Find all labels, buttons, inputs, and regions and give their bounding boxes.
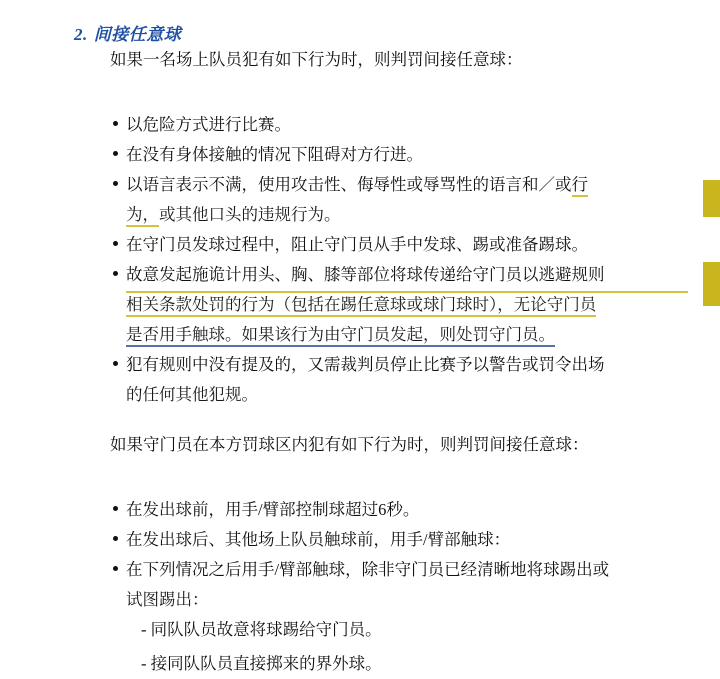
sub-list-item: - 接同队队员直接掷来的界外球。 — [141, 654, 382, 673]
list-item — [113, 230, 683, 260]
margin-highlight-mark — [703, 262, 720, 306]
list-item-line: 故意发起施诡计用头、胸、膝等部位将球传递给守门员以逃避规则 — [126, 260, 688, 293]
highlighted-text: 是否用手触球。如果该行为由守门员发起，则处罚守门员。 — [126, 325, 555, 347]
list-item-line-2 — [126, 200, 341, 230]
intro-paragraph-1: 如果一名场上队员犯有如下行为时，则判罚间接任意球： — [110, 50, 523, 69]
list-item-line: 在下列情况之后用手/臂部触球，除非守门员已经清晰地将球踢出或 — [126, 560, 610, 579]
bullet-dot-icon — [113, 271, 118, 276]
list-item — [113, 170, 683, 200]
bullet-dot-icon — [113, 361, 118, 366]
list-item-label: 在发出球后、其他场上队员触球前，用手/臂部触球： — [126, 530, 511, 549]
list-item — [113, 350, 688, 380]
highlighted-text: 为， — [126, 205, 159, 227]
bullet-dot-icon — [113, 566, 118, 571]
list-item — [113, 555, 688, 585]
highlighted-text: 相关条款处罚的行为（包括在踢任意球或球门球时），无论守门员 — [126, 295, 596, 317]
section-title: 间接任意球 — [93, 25, 182, 44]
bullet-dot-icon — [113, 181, 118, 186]
bullet-dot-icon — [113, 151, 118, 156]
list-item-line-rest: 或其他口头的违规行为。 — [159, 205, 341, 224]
intro-paragraph-2: 如果守门员在本方罚球区内犯有如下行为时，则判罚间接任意球： — [110, 435, 589, 454]
list-item — [113, 110, 673, 140]
bullet-dot-icon — [113, 241, 118, 246]
section-heading — [74, 20, 181, 45]
list-item-label: 在发出球前，用手/臂部控制球超过6秒。 — [126, 500, 420, 519]
list-item-line-2: 试图踢出： — [126, 590, 209, 609]
sub-list-item: - 同队队员故意将球踢给守门员。 — [141, 620, 382, 639]
list-item-label: 以危险方式进行比赛。 — [126, 115, 291, 134]
bullet-dot-icon — [113, 536, 118, 541]
list-item — [113, 140, 673, 170]
list-item — [113, 525, 673, 555]
list-item-label: 在守门员发球过程中，阻止守门员从手中发球、踢或准备踢球。 — [126, 235, 588, 254]
list-item-line: 犯有规则中没有提及的，又需裁判员停止比赛予以警告或罚令出场 — [126, 355, 605, 374]
list-item-wrapped — [126, 170, 683, 200]
list-item-line-3 — [126, 320, 555, 350]
section-number: 2. — [74, 25, 88, 44]
list-item-line-2 — [126, 290, 596, 320]
highlighted-text: 行 — [572, 175, 589, 197]
list-item-line: 以语言表示不满，使用攻击性、侮辱性或辱骂性的语言和／或 — [126, 175, 572, 194]
bullet-dot-icon — [113, 506, 118, 511]
bullet-dot-icon — [113, 121, 118, 126]
margin-highlight-mark — [703, 180, 720, 217]
list-item-line-2: 的任何其他犯规。 — [126, 385, 258, 404]
list-item — [113, 495, 673, 525]
list-item — [113, 260, 688, 293]
list-item-label: 在没有身体接触的情况下阻碍对方行进。 — [126, 145, 423, 164]
